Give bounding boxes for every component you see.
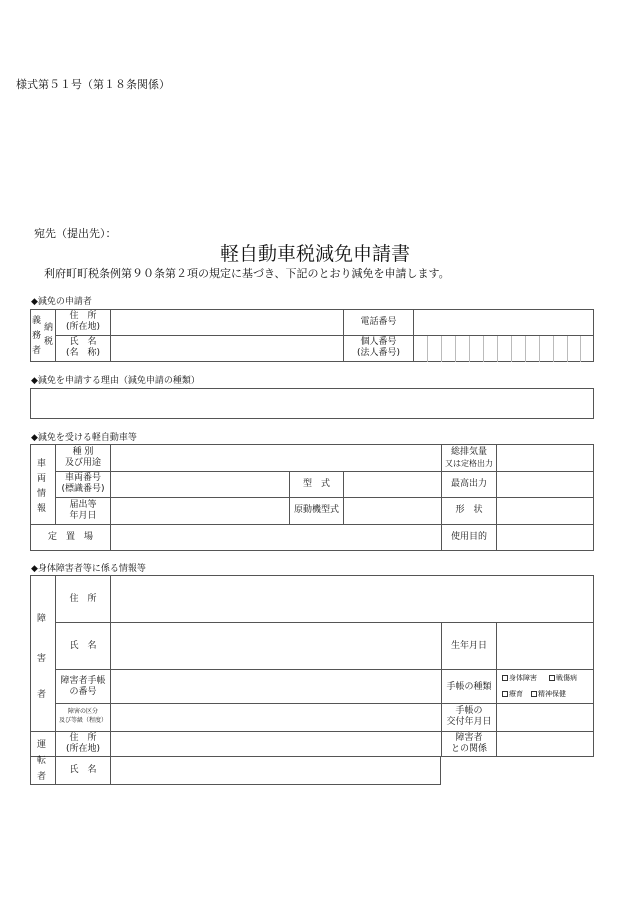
reason-field[interactable] [30, 388, 594, 419]
disability-class-label: 障害の区分 [67, 708, 98, 715]
disabled-address-label: 住 所 [69, 594, 97, 604]
vehicle-number-label: 車両番号 [64, 473, 101, 483]
name-sublabel: (名 称) [65, 348, 101, 358]
disabled-name-label: 氏 名 [69, 641, 97, 651]
address-sublabel: (所在地) [65, 322, 101, 332]
option-rehabilitation[interactable]: 療育 [502, 690, 523, 699]
address-label: 住 所 [69, 311, 97, 321]
displacement-sublabel: 又は定格出力 [445, 459, 493, 468]
form-number: 様式第５１号（第１８条関係） [16, 78, 170, 91]
vehicle-number-sublabel: (標識番号) [61, 484, 105, 494]
phone-label: 電話番号 [360, 317, 397, 327]
checkbox-icon[interactable] [502, 675, 508, 681]
intro-text: 利府町町税条例第９０条第２項の規定に基づき、下記のとおり減免を申請します。 [44, 267, 450, 280]
driver-label-3: 者 [37, 772, 47, 782]
personal-number-sublabel: (法人番号) [356, 348, 401, 358]
option-mental-health[interactable]: 精神保健 [531, 690, 566, 699]
registration-date-label: 届出等 [69, 500, 97, 510]
type-use-label: 種 別 [72, 447, 94, 457]
purpose-label: 使用目的 [450, 532, 487, 542]
model-label: 型 式 [302, 479, 330, 489]
section1-heading: ◆減免の申請者 [31, 297, 92, 307]
disabled-person-table [30, 575, 594, 757]
obligor-label-1: 義 [32, 316, 42, 326]
registration-date-sublabel: 年月日 [69, 511, 97, 521]
max-output-label: 最高出力 [450, 479, 487, 489]
driver-label-2: 転 [37, 756, 47, 766]
section3-heading: ◆減免を受ける軽自動車等 [31, 433, 137, 443]
birthdate-label: 生年月日 [450, 641, 487, 651]
document-title: 軽自動車税減免申請書 [219, 243, 410, 265]
disabled-label-3: 者 [37, 690, 47, 700]
section2-heading: ◆減免を申請する理由（減免申請の種類） [31, 376, 200, 386]
obligor-label-2: 務 [32, 331, 42, 341]
displacement-label: 総排気量 [450, 447, 487, 457]
taxpayer-label-2: 税 [44, 337, 54, 347]
option-war-injury[interactable]: 戦傷病 [549, 674, 577, 683]
disabled-label-1: 障 [37, 614, 47, 624]
driver-label-1: 運 [37, 740, 47, 750]
checkbox-icon[interactable] [531, 691, 537, 697]
checkbox-icon[interactable] [502, 691, 508, 697]
storage-location-label: 定 置 場 [47, 532, 93, 542]
handbook-number-sublabel: の番号 [69, 687, 97, 697]
vehicle-info-label-4: 報 [37, 504, 47, 514]
driver-address-sublabel: (所在地) [65, 744, 101, 754]
issue-date-label: 手帳の [455, 706, 483, 716]
engine-model-label: 原動機型式 [293, 505, 339, 515]
driver-name-label: 氏 名 [69, 765, 97, 775]
issue-date-sublabel: 交付年月日 [446, 717, 492, 727]
shape-label: 形 状 [455, 505, 483, 515]
checkbox-icon[interactable] [549, 675, 555, 681]
name-label: 氏 名 [69, 337, 97, 347]
driver-address-label: 住 所 [69, 733, 97, 743]
personal-number-label: 個人番号 [360, 337, 397, 347]
addressee-label: 宛先（提出先）： [34, 227, 117, 240]
option-physical[interactable]: 身体障害 [502, 674, 537, 683]
handbook-type-label: 手帳の種類 [446, 682, 492, 692]
vehicle-info-label-2: 両 [37, 474, 47, 484]
type-use-sublabel: 及び用途 [64, 458, 101, 468]
relationship-sublabel: との関係 [450, 744, 487, 754]
section4-heading: ◆身体障害者等に係る情報等 [31, 564, 146, 574]
obligor-label-3: 者 [32, 346, 42, 356]
vehicle-info-label-3: 情 [37, 489, 47, 499]
relationship-label: 障害者 [455, 733, 483, 743]
disabled-label-2: 害 [37, 654, 47, 664]
disability-class-sublabel: 及び等級（程度） [58, 717, 107, 724]
vehicle-info-label-1: 車 [37, 459, 47, 469]
taxpayer-label-1: 納 [44, 323, 54, 333]
handbook-number-label: 障害者手帳 [60, 676, 106, 686]
